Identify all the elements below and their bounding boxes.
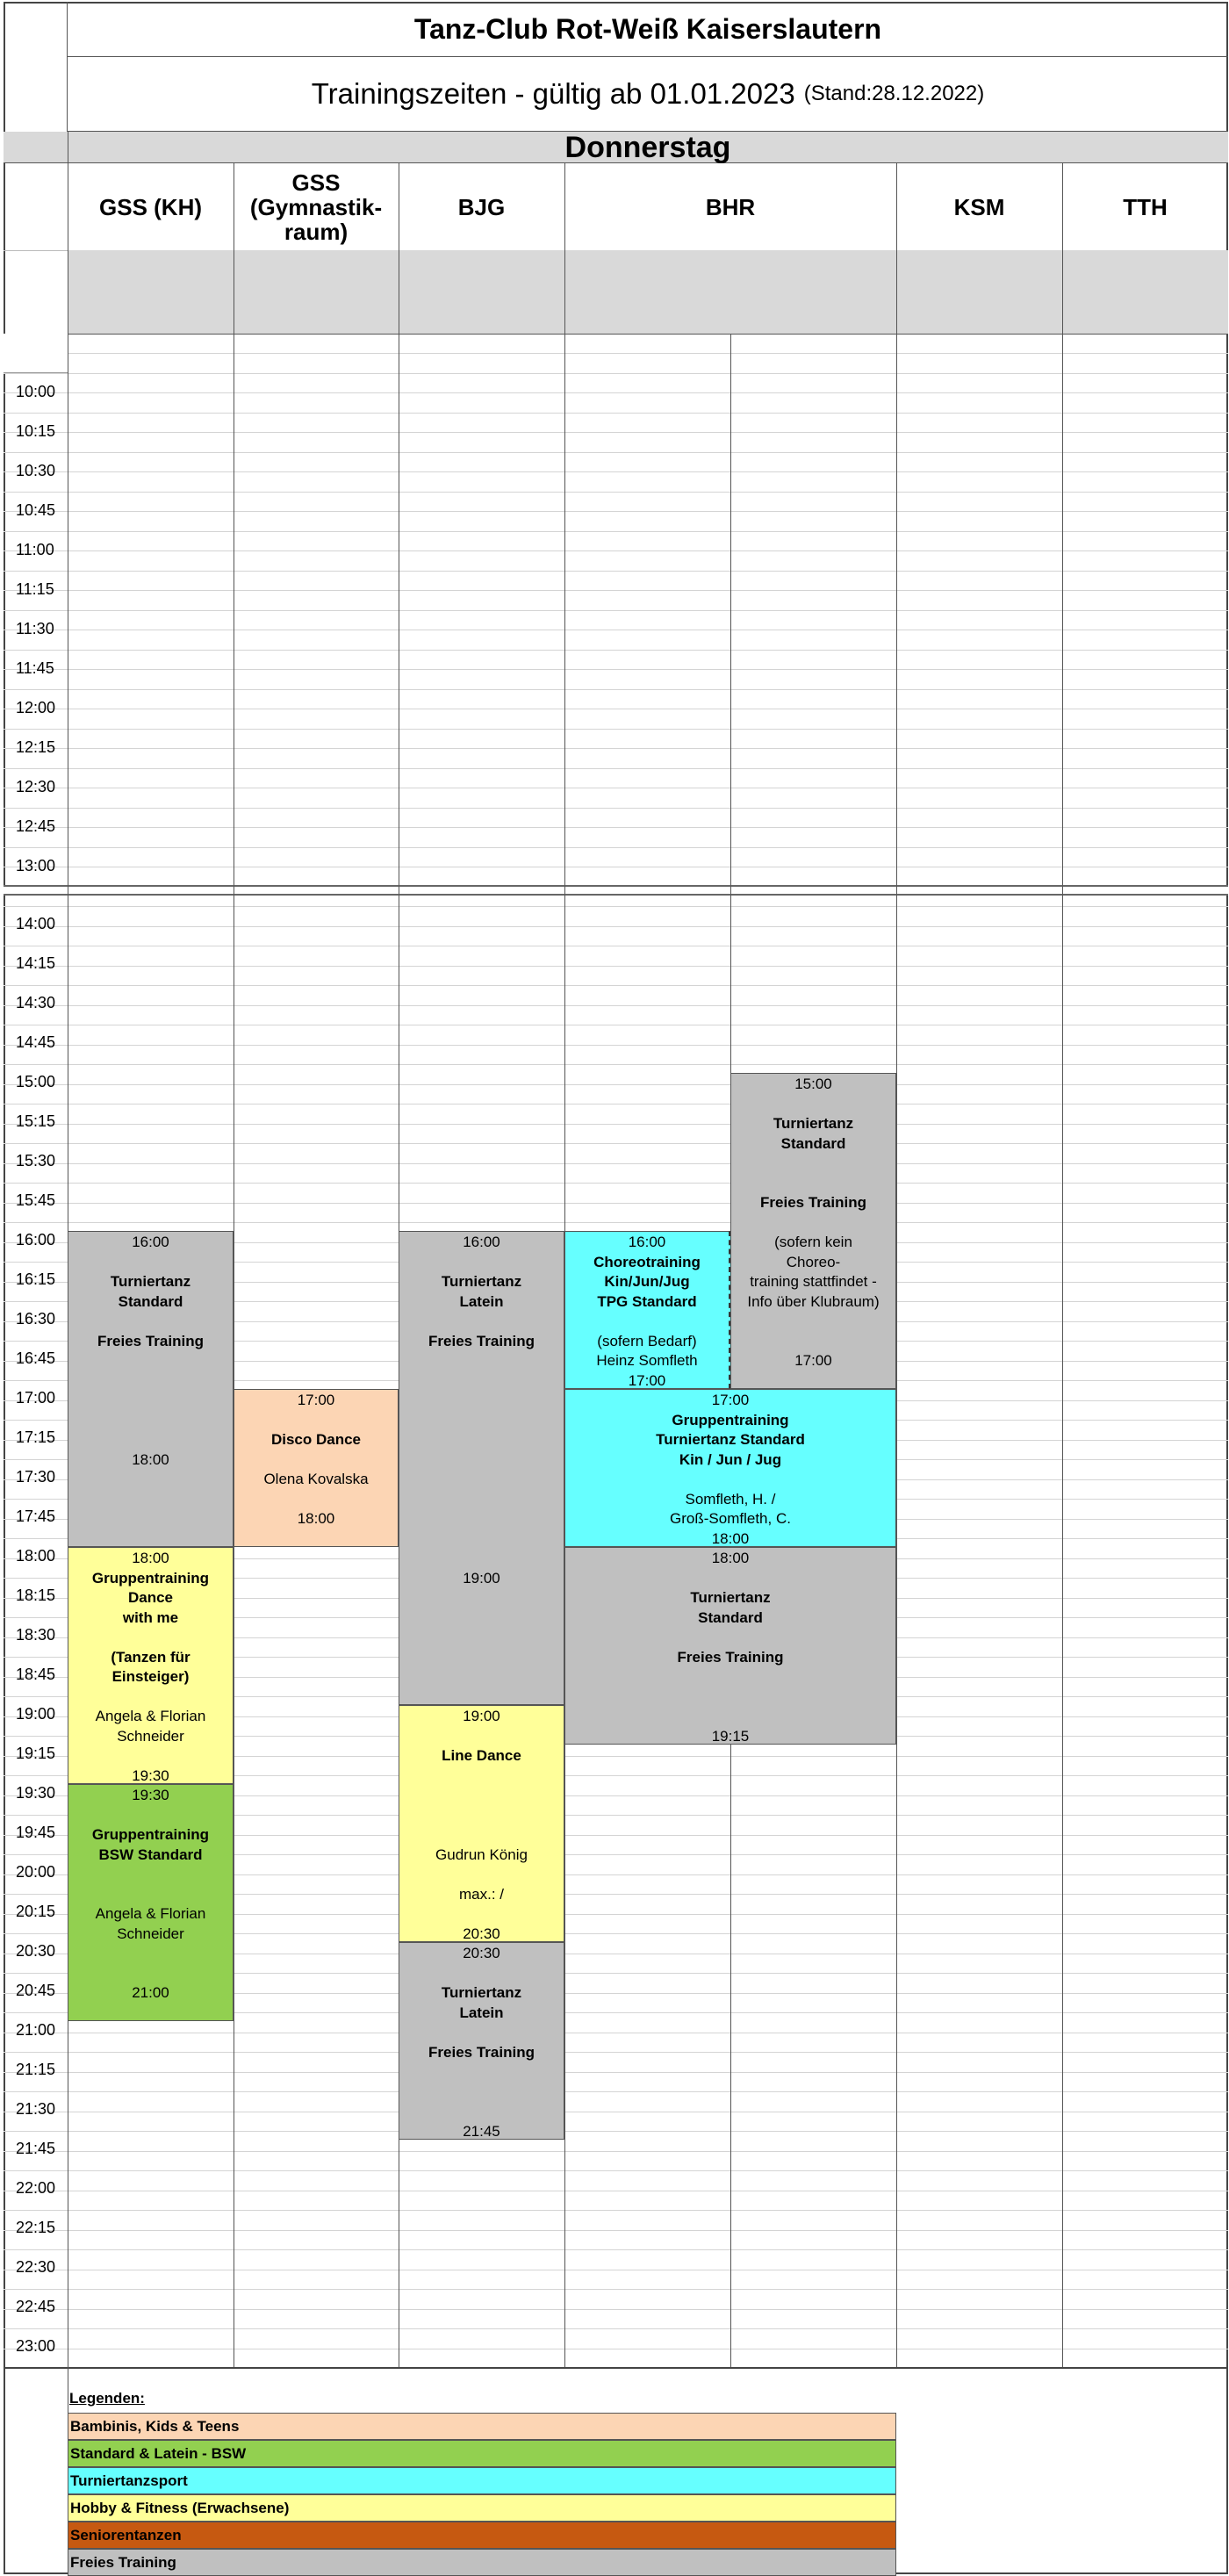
grid-row-line (4, 1203, 1228, 1204)
time-label: 18:15 (16, 1587, 56, 1604)
time-label: 20:45 (16, 1982, 56, 1999)
block-text: 19:30 (132, 1767, 169, 1784)
schedule-block-gym-disco-dance (234, 1389, 399, 1547)
time-label: 17:00 (16, 1389, 56, 1407)
block-text: 18:00 (711, 1529, 750, 1547)
grid-row-line (4, 808, 1228, 809)
legend-item: Bambinis, Kids & Teens (68, 2413, 896, 2440)
schedule-block-bjg-line-dance (399, 1705, 564, 1942)
grid-row-line (4, 2091, 1228, 2092)
time-label: 13:00 (16, 857, 56, 874)
column-header-tth: TTH (1123, 193, 1168, 220)
time-label: 10:00 (16, 383, 56, 400)
time-label: 17:45 (16, 1507, 56, 1525)
column-header-ksm: KSM (953, 193, 1005, 220)
block-text: 21:45 (463, 2122, 500, 2140)
grid-row-line (4, 729, 1228, 730)
block-text: Angela & Florian (95, 1708, 206, 1724)
schedule-block-bhr-choreo (564, 1231, 730, 1389)
grid-row-line (4, 492, 1228, 493)
time-label: 22:45 (16, 2298, 56, 2315)
legend-item: Hobby & Fitness (Erwachsene) (68, 2494, 896, 2522)
time-label: 22:00 (16, 2179, 56, 2197)
block-text: Freies Training (428, 2043, 535, 2061)
time-label: 14:15 (16, 954, 56, 972)
legend-item: Turniertanzsport (68, 2467, 896, 2494)
time-label: 16:45 (16, 1349, 56, 1367)
schedule-block-gss-dance-with-me (68, 1547, 234, 1784)
column-header-bjg: BJG (457, 193, 506, 220)
block-text: Disco Dance (270, 1431, 362, 1448)
legend-title: Legenden: (69, 2390, 145, 2407)
block-text: Standard (780, 1134, 846, 1152)
grid-row-line (4, 985, 1228, 986)
subtitle-main: Trainingszeiten - gültig ab 01.01.2023 (311, 77, 795, 110)
club-title: Tanz-Club Rot-Weiß Kaiserslautern (413, 12, 882, 45)
time-label: 12:45 (16, 817, 56, 835)
block-text: 19:00 (463, 1708, 500, 1724)
column-header-gss-gym: GSS (Gymnastik-raum) (249, 169, 383, 245)
time-label: 22:30 (16, 2258, 56, 2276)
time-label: 15:15 (16, 1112, 56, 1130)
time-label: 14:45 (16, 1033, 56, 1051)
grid-row-line (4, 827, 1228, 828)
block-text: 19:00 (463, 1569, 500, 1587)
grid-row-line (4, 610, 1228, 611)
time-label: 10:45 (16, 501, 56, 519)
block-text: Schneider (117, 1727, 184, 1745)
time-label: 14:00 (16, 915, 56, 932)
gray-band (68, 250, 1228, 335)
grid-row-line (4, 1143, 1228, 1144)
block-text: Gruppentraining (672, 1411, 789, 1428)
block-text: Gudrun König (435, 1846, 528, 1863)
time-label: 10:15 (16, 422, 56, 440)
block-text: (sofern Bedarf) (597, 1332, 697, 1349)
block-text: Freies Training (677, 1648, 784, 1666)
grid-row-line (4, 1084, 1228, 1085)
block-text: 18:00 (132, 1550, 169, 1566)
grid-row-line (4, 748, 1228, 749)
block-text: 15:00 (794, 1076, 832, 1092)
block-text: 16:00 (463, 1234, 500, 1250)
time-label: 19:30 (16, 1784, 56, 1802)
column-header-gss-kh: GSS (KH) (99, 193, 202, 220)
grid-row-line (4, 2210, 1228, 2211)
block-text: 17:00 (297, 1392, 335, 1408)
schedule-block-bhr-turnier-std-2 (564, 1547, 896, 1745)
block-text: 20:30 (463, 1925, 500, 1942)
block-text: Turniertanz Standard (656, 1431, 805, 1448)
time-label: 16:15 (16, 1270, 56, 1288)
block-text: 19:15 (711, 1727, 750, 1745)
grid-row-line (4, 2328, 1228, 2329)
time-label: 15:30 (16, 1152, 56, 1169)
time-label: 16:00 (16, 1231, 56, 1248)
grid-row-line (4, 669, 1228, 670)
time-label: 20:15 (16, 1903, 56, 1920)
grid-row-line (4, 689, 1228, 690)
block-text: Standard (118, 1292, 183, 1310)
block-text: Angela & Florian (95, 1905, 206, 1922)
time-label: 16:30 (16, 1310, 56, 1328)
block-text: 16:00 (132, 1234, 169, 1250)
grid-row-line (4, 432, 1228, 433)
grid-row-line (4, 1124, 1228, 1125)
time-label: 21:30 (16, 2100, 56, 2118)
grid-row-line (4, 2230, 1228, 2231)
grid-row-line (4, 1104, 1228, 1105)
time-label: 11:30 (16, 620, 54, 637)
time-label: 19:00 (16, 1705, 56, 1723)
subtitle-stand: (Stand:28.12.2022) (803, 82, 985, 105)
block-text: 18:00 (711, 1550, 750, 1566)
time-label: 22:15 (16, 2219, 56, 2236)
column-divider (896, 163, 897, 2367)
block-text: Dance (127, 1589, 174, 1606)
time-label: 18:30 (16, 1626, 56, 1644)
block-text: Freies Training (428, 1332, 535, 1349)
club-title-cell (68, 2, 1228, 57)
block-text: Kin / Jun / Jug (679, 1450, 782, 1468)
grid-row-line (4, 413, 1228, 414)
block-text: Einsteiger) (111, 1668, 190, 1685)
block-text: Olena Kovalska (263, 1471, 369, 1487)
time-label: 12:00 (16, 699, 56, 716)
grid-row-line (4, 550, 1228, 551)
grid-row-line (4, 452, 1228, 453)
time-label: 17:30 (16, 1468, 56, 1486)
subtitle-cell (68, 57, 1228, 132)
block-text: Turniertanz (441, 1984, 522, 2001)
time-label: 18:45 (16, 1666, 56, 1683)
time-label: 21:45 (16, 2140, 56, 2157)
time-label: 15:45 (16, 1191, 56, 1209)
block-text: 17:00 (794, 1352, 832, 1369)
legend-item: Freies Training (68, 2549, 896, 2576)
block-text: Line Dance (442, 1747, 521, 1764)
grid-row-line (4, 926, 1228, 927)
grid-row-line (4, 650, 1228, 651)
grid-row-line (4, 2249, 1228, 2250)
block-text: Freies Training (97, 1332, 204, 1349)
block-text: Choreotraining (593, 1253, 701, 1270)
grid-row-line (4, 1005, 1228, 1006)
time-label: 10:30 (16, 462, 56, 479)
schedule-block-gss-turnier-std (68, 1231, 234, 1547)
block-text: 17:00 (711, 1392, 750, 1408)
block-text: Choreo- (786, 1253, 841, 1270)
time-label: 21:15 (16, 2061, 56, 2078)
grid-row-line (4, 471, 1228, 472)
block-text: Info über Klubraum) (747, 1292, 880, 1310)
block-text: 18:00 (132, 1450, 169, 1468)
grid-row-line (4, 2170, 1228, 2171)
legend-item: Standard & Latein - BSW (68, 2440, 896, 2467)
grid-row-line (4, 2309, 1228, 2310)
legend-separator (4, 2367, 1228, 2369)
schedule-block-bhr-gruppentraining (564, 1389, 896, 1547)
grid-row-line (4, 1045, 1228, 1046)
block-text: training stattfindet - (750, 1273, 877, 1290)
grid-row-line (4, 531, 1228, 532)
block-text: BSW Standard (98, 1846, 203, 1863)
grid-row-line (4, 1183, 1228, 1184)
time-label: 18:00 (16, 1547, 56, 1565)
block-text: Gruppentraining (91, 1569, 210, 1587)
time-label: 15:00 (16, 1073, 56, 1090)
day-bar (4, 132, 1228, 163)
block-text: Schneider (117, 1925, 184, 1942)
time-label: 11:00 (16, 541, 54, 558)
grid-row-line (4, 2052, 1228, 2053)
grid-row-line (4, 906, 1228, 907)
schedule-block-bhr-turnier-std-1 (730, 1073, 896, 1389)
column-header-bhr: BHR (705, 193, 756, 220)
time-column-top (4, 334, 68, 373)
block-text: 20:30 (463, 1945, 500, 1961)
time-label: 19:15 (16, 1745, 56, 1762)
block-text: TPG Standard (597, 1292, 697, 1310)
block-text: Turniertanz (690, 1589, 771, 1606)
block-text: with me (122, 1608, 179, 1626)
grid-row-line (4, 571, 1228, 572)
grid-row-line (4, 966, 1228, 967)
grid-row-line (4, 1222, 1228, 1223)
block-text: 18:00 (297, 1510, 335, 1527)
schedule-block-bjg-turnier-latein-2 (399, 1942, 564, 2140)
grid-row-line (4, 2131, 1228, 2132)
block-text: 16:00 (628, 1234, 666, 1250)
time-label: 14:30 (16, 994, 56, 1011)
block-text: Standard (698, 1608, 763, 1626)
legend-item: Seniorentanzen (68, 2522, 896, 2549)
grid-row-line (4, 847, 1228, 848)
block-text: max.: / (458, 1885, 504, 1903)
grid-row-line (4, 590, 1228, 591)
schedule-block-gss-bsw-standard (68, 1784, 234, 2021)
time-label: 11:15 (16, 580, 54, 598)
block-text: 21:00 (132, 1984, 169, 2001)
grid-row-line (4, 392, 1228, 393)
block-text: Groß-Somfleth, C. (670, 1510, 791, 1527)
time-label: 12:15 (16, 738, 56, 756)
time-label: 17:15 (16, 1428, 56, 1446)
schedule-block-bjg-turnier-latein (399, 1231, 564, 1705)
time-label: 12:30 (16, 778, 56, 795)
day-title: Donnerstag (564, 131, 731, 164)
block-text: Latein (459, 2004, 504, 2021)
grid-row-line (4, 2072, 1228, 2073)
grid-row-line (4, 768, 1228, 769)
block-text: Turniertanz (110, 1273, 191, 1290)
time-label: 21:00 (16, 2021, 56, 2039)
time-label: 23:00 (16, 2337, 56, 2355)
grid-row-line (4, 353, 1228, 354)
block-text: Turniertanz (773, 1115, 854, 1132)
time-label: 20:00 (16, 1863, 56, 1881)
time-label: 20:30 (16, 1942, 56, 1960)
block-text: Gruppentraining (91, 1826, 210, 1843)
grid-row-line (4, 1163, 1228, 1164)
block-text: (Tanzen für (111, 1648, 190, 1666)
block-text: Somfleth, H. / (685, 1490, 776, 1507)
block-text: Turniertanz (441, 1273, 522, 1290)
grid-row-line (4, 2151, 1228, 2152)
block-text: Latein (459, 1292, 504, 1310)
block-text: Heinz Somfleth (596, 1352, 698, 1369)
block-text: Kin/Jun/Jug (604, 1273, 690, 1290)
grid-row-line (4, 511, 1228, 512)
time-label: 19:45 (16, 1824, 56, 1841)
column-divider (1062, 163, 1063, 2367)
afternoon-separator (4, 885, 1228, 896)
block-text: Freies Training (760, 1194, 866, 1211)
block-text: 17:00 (628, 1371, 666, 1389)
block-text: (sofern kein (774, 1234, 852, 1250)
block-text: 19:30 (132, 1787, 169, 1803)
header-left-spacer (4, 2, 68, 132)
time-label: 11:45 (16, 659, 54, 677)
grid-row-line (4, 373, 1228, 374)
grid-row-line (4, 1064, 1228, 1065)
grid-row-line (4, 2289, 1228, 2290)
